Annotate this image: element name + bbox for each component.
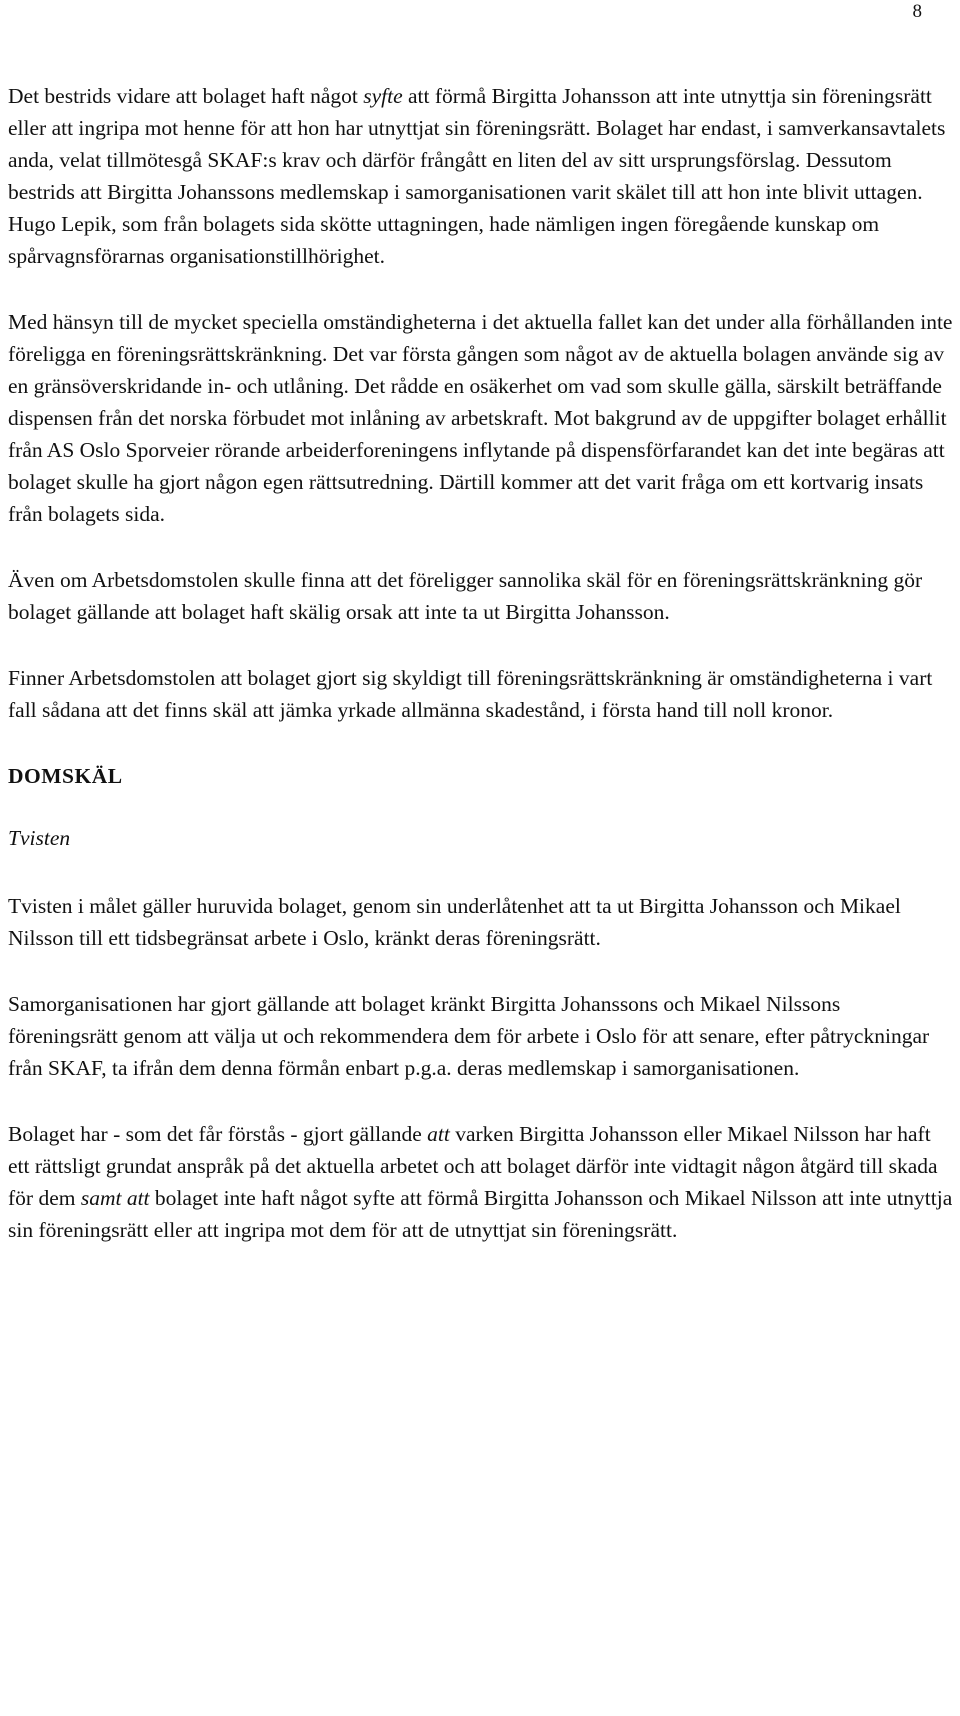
paragraph-1-emphasis: syfte [363, 84, 403, 108]
page-number: 8 [912, 1, 922, 22]
paragraph-3: Även om Arbetsdomstolen skulle finna att det föreligger sannolika skäl för en föreningsrättskränkning gör bolaget gällande att bolaget haft skälig orsak att inte ta ut Birgitta Johansson. [8, 568, 923, 624]
paragraph-7-text-b: varken Birgitta Johansson eller Mikael Nilsson har haft ett rättsligt grundat anspråk på det aktuella arbetet och att bolaget därför inte vidtagit någon åtgärd till skada för dem [8, 1122, 938, 1210]
document-body [8, 80, 953, 1280]
paragraph-7-text-c: bolaget inte haft något syfte att förmå Birgitta Johansson och Mikael Nilsson att inte utnyttja sin föreningsrätt eller att ingripa mot dem för att de utnyttjat sin föreningsrätt. [8, 1186, 953, 1242]
section-subheading: Tvisten [8, 826, 71, 850]
paragraph-1-text-b: att förmå Birgitta Johansson att inte utnyttja sin föreningsrätt eller att ingripa mot henne för att hon har utnyttjat sin föreningsrätt. Bolaget har endast, i samverkansavtalets anda, velat tillmötesgå SKAF:s krav och därför frångått en liten del av sitt ursprungsförslag. Dessutom bestrids att Birgitta Johanssons medlemskap i samorganisationen varit skälet till att hon inte blivit uttagen. Hugo Lepik, som från bolagets sida skötte uttagningen, hade nämligen ingen föregående kunskap om spårvagnsförarnas organisationstillhörighet. [8, 84, 946, 268]
paragraph-4: Finner Arbetsdomstolen att bolaget gjort sig skyldigt till föreningsrättskränkning är omständigheterna i vart fall sådana att det finns skäl att jämka yrkade allmänna skadestånd, i första hand till noll kronor. [8, 666, 933, 722]
paragraph-7-emphasis-2: samt att [80, 1186, 150, 1210]
paragraph-5: Tvisten i målet gäller huruvida bolaget, genom sin underlåtenhet att ta ut Birgitta Johansson och Mikael Nilsson till ett tidsbegränsat arbete i Oslo, kränkt deras föreningsrätt. [8, 894, 901, 950]
paragraph-7 [8, 1118, 953, 1246]
paragraph-7-emphasis-1: att [427, 1122, 450, 1146]
paragraph-1 [8, 80, 953, 272]
paragraph-7-text-a: Bolaget har - som det får förstås - gjort gällande [8, 1122, 428, 1146]
section-heading: DOMSKÄL [8, 764, 123, 788]
paragraph-6: Samorganisationen har gjort gällande att bolaget kränkt Birgitta Johanssons och Mikael Nilssons föreningsrätt genom att välja ut och rekommendera dem för arbete i Oslo för att senare, efter påtryckningar från SKAF, ta ifrån dem denna förmån enbart p.g.a. deras medlemskap i samorganisationen. [8, 992, 930, 1080]
paragraph-2: Med hänsyn till de mycket speciella omständigheterna i det aktuella fallet kan det under alla förhållanden inte föreligga en föreningsrättskränkning. Det var första gången som något av de aktuella bolagen använde sig av en gränsöverskridande in- och utlåning. Det rådde en osäkerhet om vad som skulle gälla, särskilt beträffande dispensen från det norska förbudet mot inlåning av arbetskraft. Mot bakgrund av de uppgifter bolaget erhållit från AS Oslo Sporveier rörande arbeiderforeningens inflytande på dispensförfarandet kan det inte begäras att bolaget skulle ha gjort någon egen rättsutredning. Därtill kommer att det varit fråga om ett kortvarig insats från bolagets sida. [8, 310, 953, 526]
paragraph-1-text-a: Det bestrids vidare att bolaget haft något [8, 84, 364, 108]
